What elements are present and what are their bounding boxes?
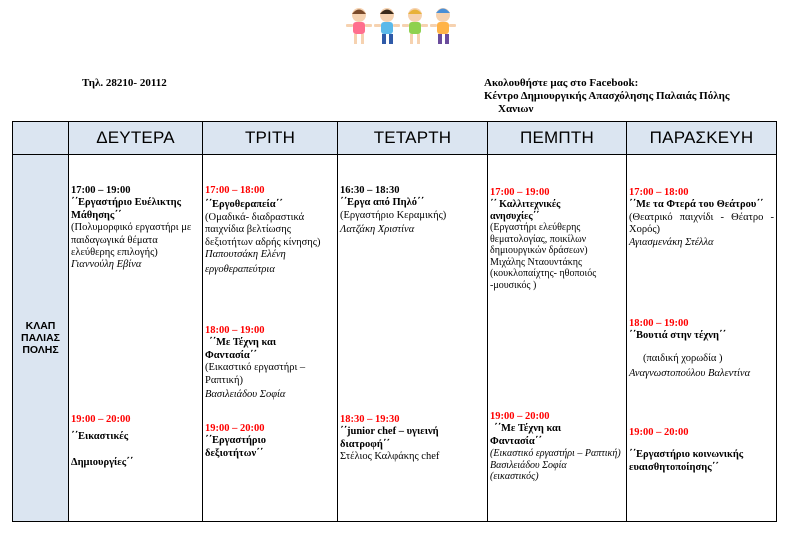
event-time: 19:00 – 20:00	[490, 411, 550, 422]
thursday-event-2	[490, 411, 624, 483]
day-header-tuesday: ΤΡΙΤΗ	[203, 122, 338, 155]
tuesday-cell	[203, 155, 338, 522]
event-title-line-2: δεξιοτήτων΄΄	[205, 447, 264, 459]
row-label-line-2: ΠΑΛΙΑΣ	[21, 332, 60, 344]
day-header-thursday: ΠΕΜΠΤΗ	[488, 122, 627, 155]
event-instructor: Αναγνωστοπούλου Βαλεντίνα	[629, 368, 751, 380]
event-description: (παιδική χορωδία )	[643, 352, 723, 364]
facebook-line-2: Κέντρο Δημιουργικής Απασχόλησης Παλαιάς Πόλης	[484, 90, 730, 102]
wednesday-event-1	[340, 185, 485, 237]
event-instructor: Στέλιος Καλφάκης chef	[340, 451, 440, 463]
tuesday-event-1	[205, 185, 335, 277]
day-header-wednesday: ΤΕΤΑΡΤΗ	[338, 122, 488, 155]
event-description: (Εικαστικό εργαστήρι – Ραπτική)	[490, 448, 621, 460]
row-label-line-3: ΠΟΛΗΣ	[22, 344, 59, 356]
event-time: 16:30 – 18:30	[340, 185, 400, 196]
friday-event-3	[629, 427, 774, 474]
event-title: ΄΄Εργαστήριο κοινωνικής ευαισθητοποίησης΄΄	[629, 449, 744, 473]
event-title-line-1: ΄΄ Καλλιτεχνικές	[490, 199, 561, 211]
event-title-line-2: Φαντασία΄΄	[490, 435, 542, 447]
event-title-line-2: διατροφή΄΄	[340, 438, 390, 450]
child-3	[402, 8, 428, 44]
children-illustration	[343, 5, 459, 47]
facebook-line-3: Χανιων	[498, 103, 534, 115]
event-title: ΄΄Βουτιά στην τέχνη΄΄	[629, 330, 726, 342]
event-time: 19:00 – 20:00	[205, 423, 265, 434]
event-title-line-2: Δημιουργίες΄΄	[71, 456, 134, 468]
tuesday-event-2	[205, 325, 335, 401]
facebook-info	[484, 77, 730, 116]
event-title-line-2: ανησυχίες΄΄	[490, 210, 540, 222]
event-instructor: Βασιλειάδου Σοφία	[490, 459, 567, 471]
schedule-table	[12, 121, 777, 522]
event-description: (Ομαδικά- διαδραστικά παιχνίδια βελτίωσης δεξιοτήτων αδρής κίνησης)	[205, 211, 321, 248]
event-time: 17:00 – 18:00	[629, 187, 689, 198]
event-instructor-role: (εικαστικός)	[490, 471, 539, 483]
event-instructor-role: εργοθεραπεύτρια	[205, 264, 275, 276]
day-header-friday: ΠΑΡΑΣΚΕΥΗ	[627, 122, 777, 155]
event-time: 17:00 – 18:00	[205, 185, 265, 196]
event-description: (Εργαστήρι ελεύθερης θεματολογίας, ποικίλων δημιουργικών δράσεων)	[490, 222, 588, 257]
event-title-line-1: ΄΄Με Τέχνη και	[209, 337, 277, 349]
event-instructor-role: (κουκλοπαίχτης- ηθοποιός -μουσικός )	[490, 268, 597, 291]
wednesday-event-2	[340, 414, 485, 464]
event-title-line-1: ΄΄Εργαστήριο	[205, 435, 267, 447]
event-title-line-2: Φαντασία΄΄	[205, 349, 257, 361]
event-time: 17:00 – 19:00	[490, 187, 550, 198]
friday-cell	[627, 155, 777, 522]
event-description: (Εργαστήριο Κεραμικής)	[340, 209, 447, 221]
event-instructor: Γιαννούλη Εβίνα	[71, 259, 142, 271]
row-label	[13, 155, 69, 522]
event-instructor: Μιχάλης Νταουντάκης	[490, 256, 582, 268]
event-instructor: Αγιασμενάκη Στέλλα	[629, 236, 714, 248]
event-description: (Εικαστικό εργαστήρι – Ραπτική)	[205, 362, 306, 386]
child-1	[346, 8, 372, 44]
event-description: (Πολυμορφικό εργαστήρι με παιδαγωγικά θέματα ελεύθερης επιλογής)	[71, 222, 192, 259]
event-title-line-1: ΄΄Με Τέχνη και	[494, 423, 562, 435]
day-header-row	[13, 122, 777, 155]
event-title: ΄΄Εργαστήριο Ευέλικτης Μάθησης΄΄	[71, 197, 182, 221]
row-label-line-1: ΚΛΑΠ	[25, 320, 56, 332]
child-2	[374, 8, 400, 44]
event-instructor: Παπουτσάκη Ελένη	[205, 249, 286, 261]
event-instructor: Βασιλειάδου Σοφία	[205, 389, 286, 401]
event-title-line-1: ΄΄Εικαστικές	[71, 431, 129, 443]
monday-event-2	[71, 414, 200, 469]
event-time: 19:00 – 20:00	[629, 427, 689, 438]
event-title-line-1: ΄΄junior chef – υγιεινή	[340, 426, 439, 438]
event-time: 18:30 – 19:30	[340, 414, 400, 425]
phone-number: Τηλ. 28210- 20112	[82, 77, 167, 89]
event-time: 18:00 – 19:00	[629, 318, 689, 329]
tuesday-event-3	[205, 423, 335, 460]
thursday-cell	[488, 155, 627, 522]
corner-cell	[13, 122, 69, 155]
event-time: 19:00 – 20:00	[71, 414, 131, 425]
facebook-line-1: Ακολουθήστε μας στο Facebook:	[484, 77, 639, 89]
thursday-event-1	[490, 187, 624, 291]
day-header-monday: ΔΕΥΤΕΡΑ	[69, 122, 203, 155]
monday-cell	[69, 155, 203, 522]
event-title: ΄΄Εργα από Πηλό΄΄	[340, 197, 425, 209]
event-title: ΄΄Με τα Φτερά του Θεάτρου΄΄	[629, 199, 764, 211]
event-time: 18:00 – 19:00	[205, 325, 265, 336]
event-title: ΄΄Εργοθεραπεία΄΄	[205, 199, 283, 211]
event-instructor: Λατζάκη Χριστίνα	[340, 224, 415, 236]
schedule-row	[13, 155, 777, 522]
event-description: (Θεατρικό παιχνίδι - Θέατρο - Χορός)	[629, 211, 774, 236]
friday-event-2	[629, 318, 774, 381]
wednesday-cell	[338, 155, 488, 522]
event-time: 17:00 – 19:00	[71, 185, 131, 196]
friday-event-1	[629, 187, 774, 249]
monday-event-1	[71, 185, 200, 272]
child-4	[430, 8, 456, 44]
